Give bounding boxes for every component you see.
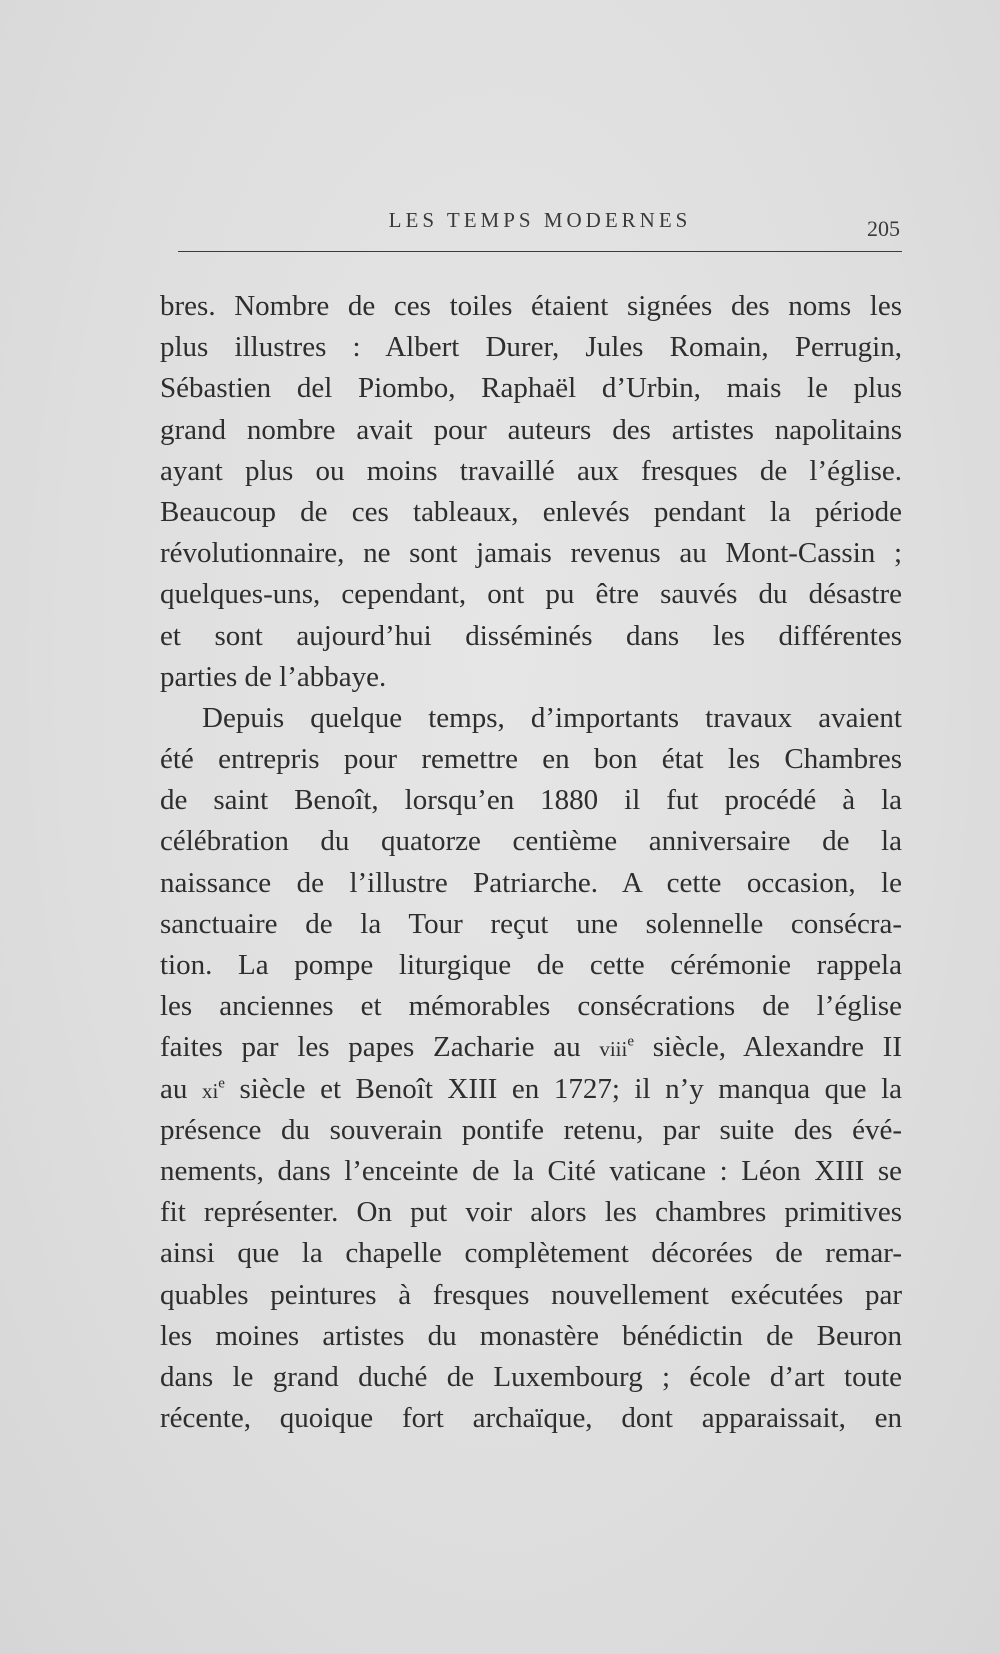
text-line: fit représenter. On put voir alors les chambres primitives [160,1196,902,1229]
text-segment: siècle, Alexandre II [634,1031,902,1064]
text-line [160,1069,902,1110]
header-rule [178,251,902,252]
century-roman: viii [599,1037,628,1062]
body-text [160,286,902,1439]
text-line: de saint Benoît, lorsqu’en 1880 il fut procédé à la [160,784,902,817]
text-line: récente, quoique fort archaïque, dont apparaissait, en [160,1402,902,1435]
text-line: ainsi que la chapelle complètement décorées de remar- [160,1237,902,1270]
page-number: 205 [867,216,900,241]
text-line: les moines artistes du monastère bénédictin de Beuron [160,1319,902,1352]
text-line: été entrepris pour remettre en bon état les Chambres [160,743,902,776]
text-line [160,1027,902,1068]
text-line: Beaucoup de ces tableaux, enlevés pendant la période [160,495,902,528]
text-line: tion. La pompe liturgique de cette cérémonie rappela [160,949,902,981]
text-segment: siècle et Benoît XIII en 1727; il n’y manqua que la [224,1072,902,1105]
text-line: parties de l’abbaye. [160,660,387,693]
text-line: et sont aujourd’hui disséminés dans les différentes [160,619,902,652]
text-line: naissance de l’illustre Patriarche. A cette occasion, le [160,866,902,899]
text-line: grand nombre avait pour auteurs des artistes napolitains [160,413,902,446]
superscript: e [218,1074,225,1091]
page-header [180,208,900,248]
text-line: célébration du quatorze centième anniversaire de la [160,825,902,858]
text-line: ayant plus ou moins travaillé aux fresques de l’église. [160,454,902,487]
text-line: bres. Nombre de ces toiles étaient signées des noms les [160,290,902,322]
century-roman: xi [201,1078,219,1103]
superscript: e [627,1033,635,1050]
text-line: présence du souverain pontife retenu, par suite des évé- [160,1113,902,1146]
text-line: quelques-uns, cependant, ont pu être sauvés du désastre [160,578,902,611]
text-segment: faites par les papes Zacharie au [160,1031,600,1064]
text-line: révolutionnaire, ne sont jamais revenus au Mont-Cassin ; [160,537,902,570]
text-line: Depuis quelque temps, d’importants travaux avaient [202,701,902,734]
text-line: sanctuaire de la Tour reçut une solennelle consécra- [160,907,902,940]
text-line: dans le grand duché de Luxembourg ; école d’art toute [160,1360,902,1393]
text-line: nements, dans l’enceinte de la Cité vaticane : Léon XIII se [160,1154,902,1187]
text-segment: au [160,1072,202,1105]
text-line: quables peintures à fresques nouvellement exécutées par [160,1278,902,1311]
running-title: LES TEMPS MODERNES [388,208,692,232]
text-line: les anciennes et mémorables consécrations de l’église [160,990,902,1023]
text-line: plus illustres : Albert Durer, Jules Romain, Perrugin, [160,331,902,364]
text-line: Sébastien del Piombo, Raphaël d’Urbin, mais le plus [160,372,902,405]
